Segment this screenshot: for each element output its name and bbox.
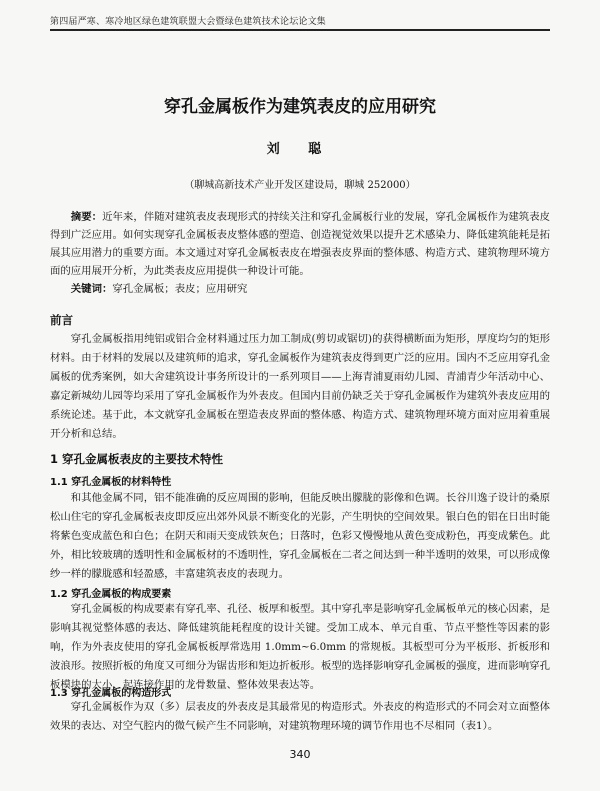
preface-paragraph: 穿孔金属板指用纯铝或铝合金材料通过压力加工制成(剪切或锯切)的获得横断面为矩形，厚度均匀的矩形材料。由于材料的发展以及建筑师的追求，穿孔金属板作为建筑表皮得到更广泛的应用。国内不乏应用穿孔金属板的优秀案例，如大舍建筑设计事务所设计的一系列项目——上海青浦夏雨幼儿园、青浦青少年活动中心、嘉定新城幼儿园等均采用了穿孔金属板作为外表皮。但国内目前仍缺乏关于穿孔金属板作为建筑外表皮应用的系统论述。基于此，本文就穿孔金属板在塑造表皮界面的整体感、构造方式、建筑物理环境方面对应用着重展开分析和总结。 bbox=[50, 333, 550, 440]
keywords-label: 关键词： bbox=[70, 283, 113, 295]
section-1-2-paragraph: 穿孔金属板的构成要素有穿孔率、孔径、板厚和板型。其中穿孔率是影响穿孔金属板单元的核心因素，是影响其视觉整体感的表达、降低建筑能耗程度的设计关键。受加工成本、单元自重、节点平整性等因素的影响，作为外表皮使用的穿孔金属板板厚常选用 1.0mm~6.0mm 的常规板。其板型可分为平板形、折板形和波浪形。按照折板的角度又可细分为锯齿形和矩边折板形。板型的选择影响穿孔金属板的强度，进而影响穿孔板模块的大小、起连接作用的龙骨数量、整体效果表达等。 bbox=[50, 603, 550, 691]
section-1-1-heading: 1.1 穿孔金属板的材料特性 bbox=[50, 477, 172, 488]
section-1-3-heading: 1.3 穿孔金属板的构造形式 bbox=[50, 688, 172, 699]
section-1-3-paragraph: 穿孔金属板作为双（多）层表皮的外表皮是其最常见的构造形式。外表皮的构造形式的不同会对立面整体效果的表达、对空气腔内的微气候产生不同影响，对建筑物理环境的调节作用也不尽相同（表1）。 bbox=[50, 701, 550, 732]
section1-heading: 1 穿孔金属板表皮的主要技术特性 bbox=[50, 452, 224, 466]
paper-title: 穿孔金属板作为建筑表皮的应用研究 bbox=[164, 97, 436, 117]
header-rule bbox=[50, 29, 550, 31]
paper-author: 刘 聪 bbox=[266, 142, 334, 157]
abstract-label: 摘要： bbox=[70, 211, 103, 223]
paper-affiliation: （聊城高新技术产业开发区建设局，聊城 252000） bbox=[184, 180, 416, 191]
section-1-2-heading: 1.2 穿孔金属板的构成要素 bbox=[50, 589, 172, 600]
keywords-text: 穿孔金属板；表皮；应用研究 bbox=[112, 283, 248, 295]
abstract-text: 近年来，伴随对建筑表皮表现形式的持续关注和穿孔金属板行业的发展，穿孔金属板作为建筑表皮得到广泛应用。如何实现穿孔金属板表皮整体感的塑造、创造视觉效果以提升艺术感染力、降低建筑能耗是拓展其应用潜力的重要方面。本文通过对穿孔金属板表皮在增强表皮界面的整体感、构造方式、建筑物理环境方面的应用展开分析，为此类表皮应用提供一种设计可能。 bbox=[50, 211, 551, 277]
abstract bbox=[50, 208, 550, 280]
preface-heading: 前言 bbox=[50, 313, 73, 327]
section-1-1-paragraph: 和其他金属不同，铝不能准确的反应周围的影响，但能反映出朦胧的影像和色调。长谷川逸子设计的桑原松山住宅的穿孔金属板表皮即反应出郊外风景不断变化的光影，产生明快的空间效果。银白色的铝在日出时能将紫色变成蓝色和白色；在阴天和雨天变成铁灰色；日落时，色彩又慢慢地从黄色变成粉色，再变成紫色。此外，相比较玻璃的透明性和金属板材的不透明性，穿孔金属板在二者之间达到一种半透明的效果，可以形成像纱一样的朦胧感和轻盈感，丰富建筑表皮的表现力。 bbox=[50, 492, 550, 580]
keywords bbox=[50, 280, 550, 298]
running-header: 第四届严寒、寒冷地区绿色建筑联盟大会暨绿色建筑技术论坛论文集 bbox=[50, 17, 327, 27]
page-number: 340 bbox=[289, 748, 311, 761]
